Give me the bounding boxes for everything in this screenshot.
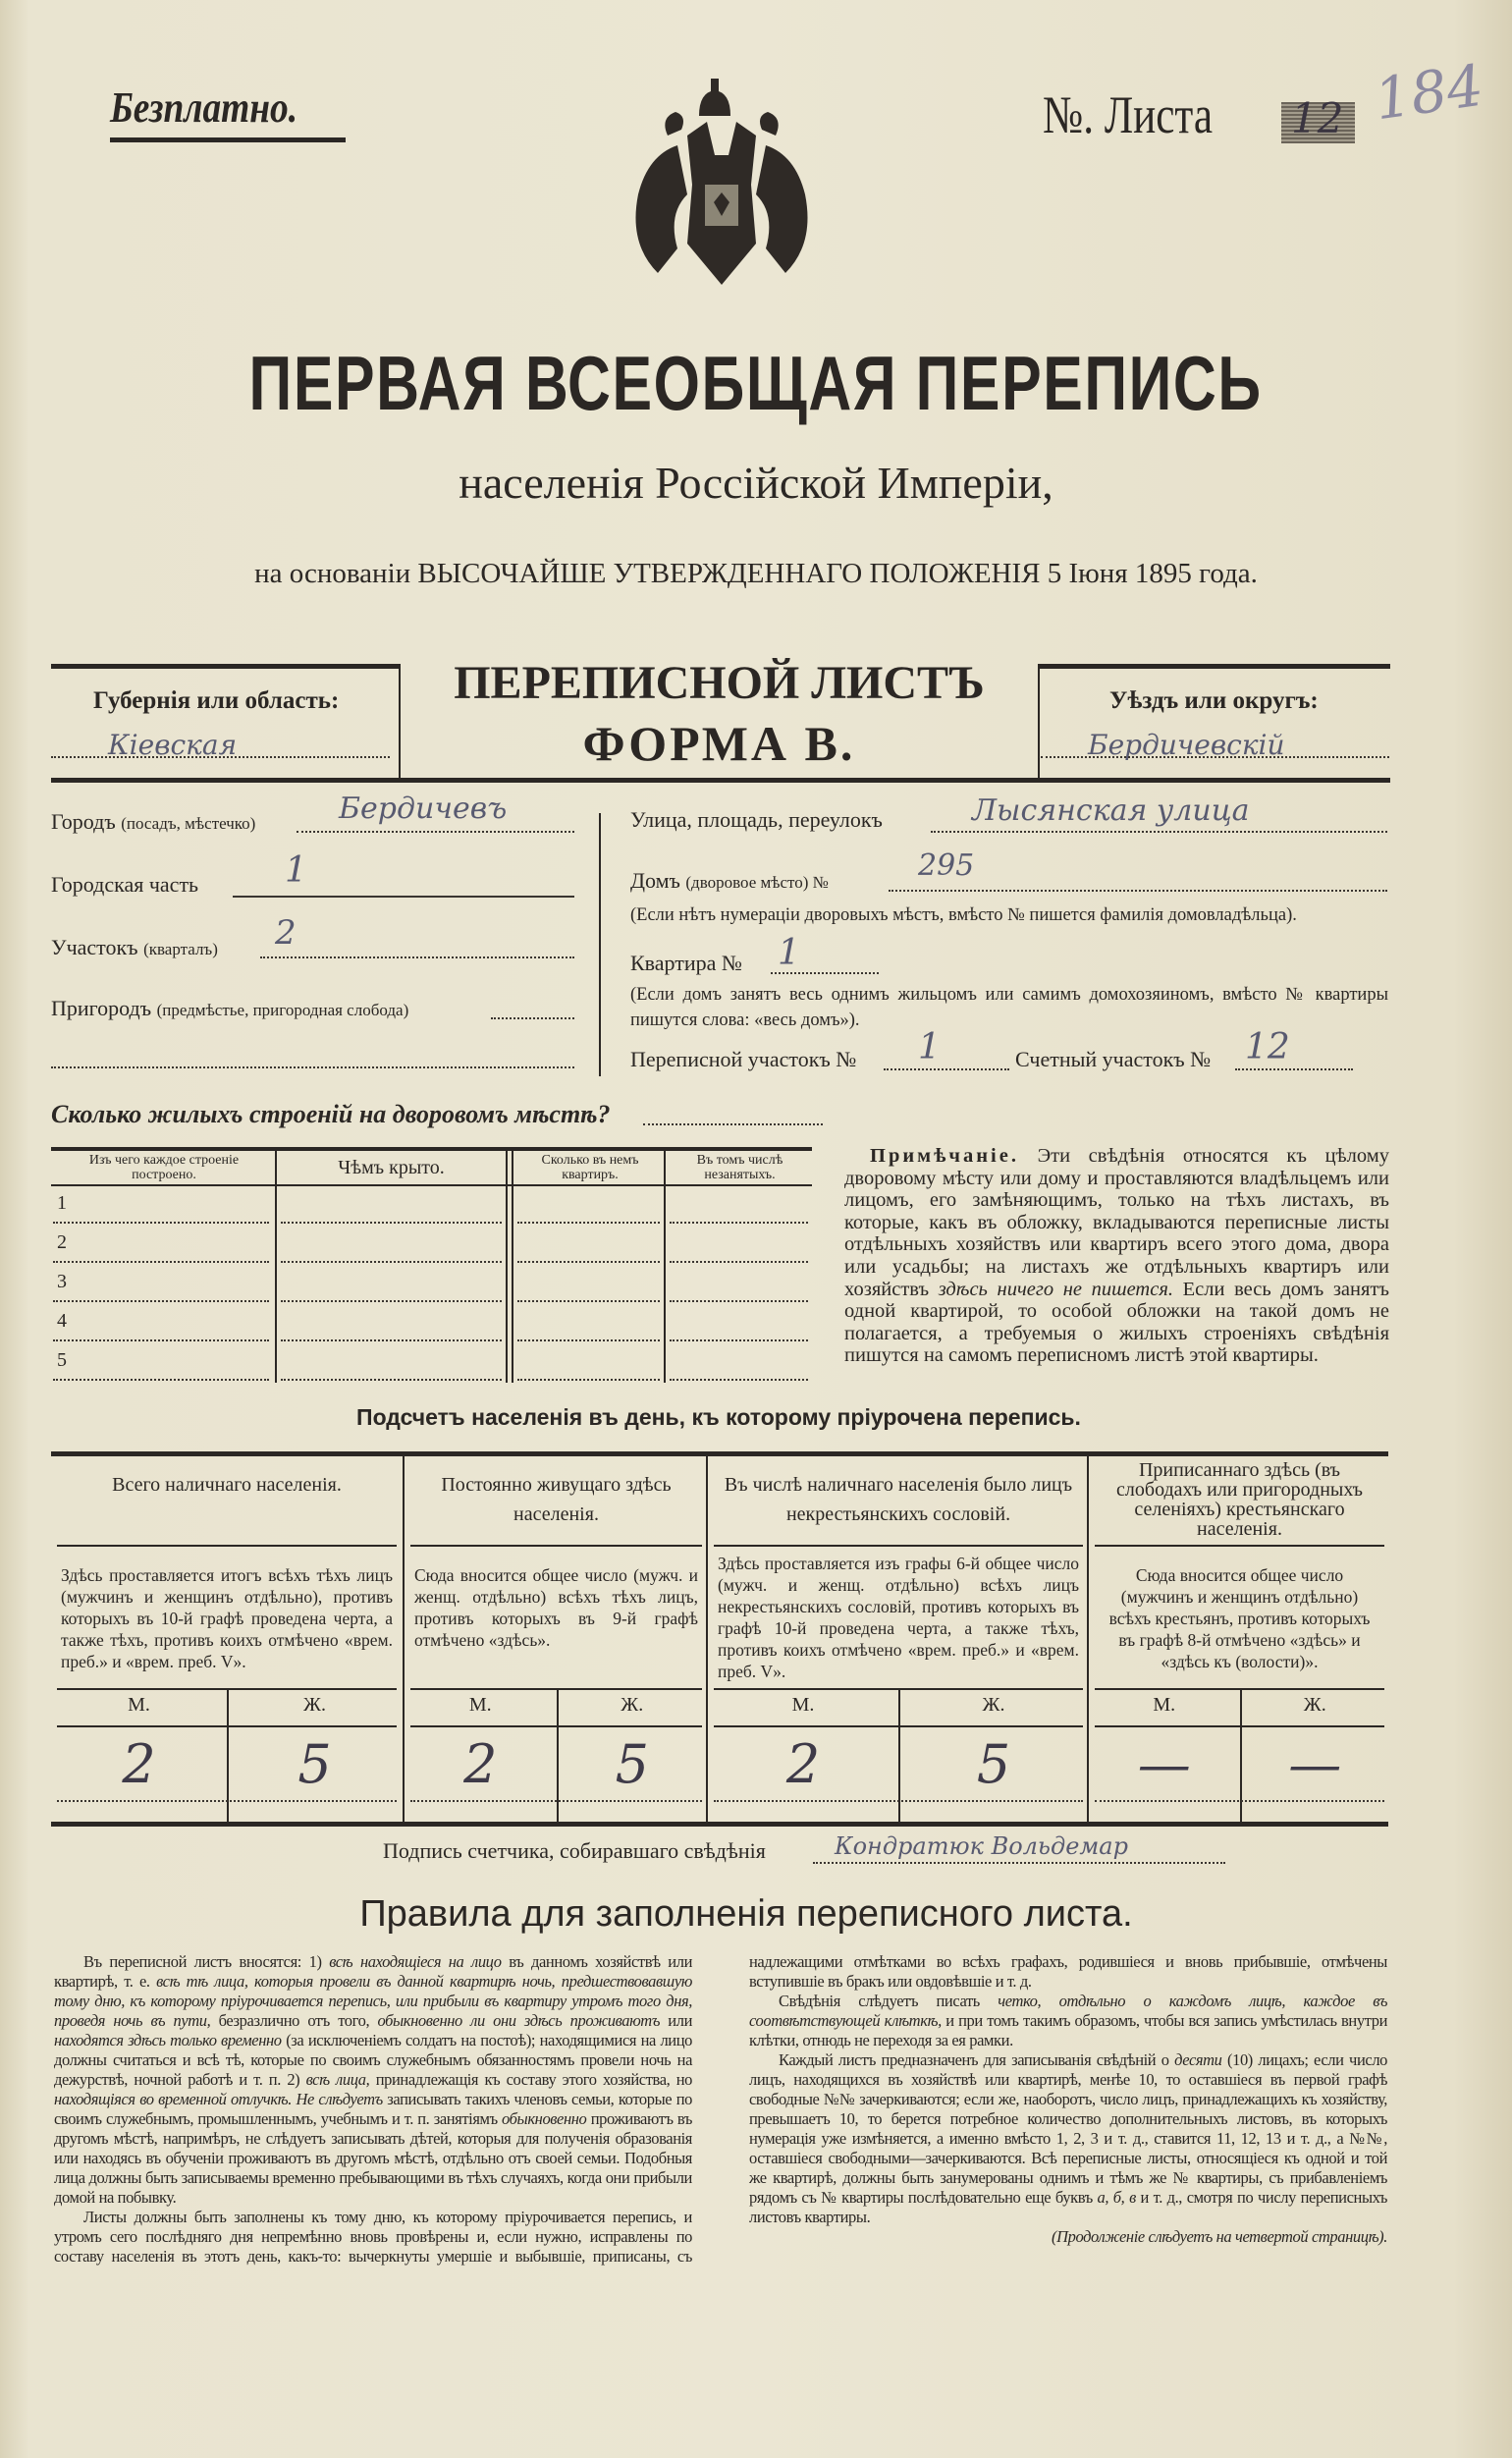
house-value: 295	[918, 848, 975, 883]
city-part-field[interactable]	[233, 896, 574, 898]
city-part-label: Городская часть	[51, 872, 199, 897]
street-value: Лысянская улица	[972, 793, 1250, 828]
fields-divider	[599, 813, 601, 1076]
city-label	[51, 809, 255, 835]
signature-field[interactable]	[813, 1862, 1225, 1864]
free-label-text: Безплатно.	[110, 83, 298, 132]
rules-paragraph	[749, 1992, 1387, 2050]
house-label	[630, 868, 829, 894]
table-cell-field[interactable]	[281, 1339, 502, 1341]
census-district-value: 1	[918, 1027, 941, 1067]
note-body	[844, 1145, 1389, 1366]
female-count[interactable]: —	[1288, 1733, 1342, 1795]
table-cell-field[interactable]	[53, 1300, 269, 1302]
city-value: Бердичевъ	[339, 792, 508, 826]
group-description: Сюда вносится общее число (мужч. и женщ. отдѣльно) всѣхъ тѣхъ лицъ, противъ которыхъ въ 9-й графѣ отмѣчено «здѣсь».	[414, 1565, 698, 1650]
buildings-question: Сколько жилыхъ строеній на дворовомъ мѣстѣ?	[51, 1100, 611, 1128]
rules-title: Правила для заполненія переписного листа.	[359, 1893, 1133, 1935]
city-part-value: 1	[285, 850, 307, 891]
group-rule	[57, 1725, 397, 1727]
group-title: Приписаннаго здѣсь (въ слободахъ или пригородныхъ селеніяхъ) крестьянскаго населенія.	[1116, 1459, 1363, 1540]
table-row	[51, 1265, 812, 1304]
italic-text: десяти	[1174, 2050, 1222, 2069]
group-title: Въ числѣ наличнаго населенія было лицъ некрестьянскихъ сословій.	[724, 1474, 1073, 1525]
apartment-value: 1	[778, 933, 800, 973]
rules-text	[54, 1952, 1387, 2267]
note-lead: Примѣчаніе.	[870, 1145, 1019, 1167]
group-rule	[1095, 1545, 1384, 1547]
italic-text: обыкновенно	[502, 2109, 587, 2128]
count-field-line	[410, 1800, 702, 1802]
table-cell-field[interactable]	[517, 1339, 660, 1341]
table-cell-field[interactable]	[517, 1300, 660, 1302]
street-field[interactable]	[931, 831, 1387, 833]
count-district-value: 12	[1245, 1027, 1290, 1067]
band-bottom-rule	[51, 778, 1390, 783]
table-row	[51, 1186, 812, 1226]
table-cell-field[interactable]	[670, 1339, 808, 1341]
archive-number: 184	[1370, 51, 1487, 134]
text-run: и т. д., смотря по числу переписныхъ листовъ квартиры.	[749, 2188, 1387, 2226]
free-label	[110, 82, 331, 133]
district-label: Уѣздъ или округъ:	[1109, 687, 1319, 714]
male-header: М.	[1153, 1694, 1176, 1716]
text-run: (10) лицахъ; если число лицъ, находящихся въ хозяйствѣ или квартирѣ, менѣе 10, то оставшіеся въ первой графѣ свободные №№ зачеркиваются; если же, наоборотъ, число лицъ, принадлежащихъ къ хозяйству, превышаетъ 10, то берется потребное количество дополнительныхъ листовъ, въ которыхъ нумерація уже измѣняется, а именно вмѣсто 1, 2, 3 и т. д., ставится 11, 12, 13 и т. д., а №№, оставшіеся свободными—зачеркиваются. Всѣ переписные листы, относящіеся къ одной и той же квартирѣ, должны быть занумерованы однимъ и тѣмъ же № квартиры, съ прибавленіемъ рядомъ съ № квартиры послѣдовательно еще буквъ	[749, 2050, 1387, 2207]
female-count[interactable]: 5	[297, 1733, 332, 1795]
row-number: 2	[57, 1231, 67, 1253]
buildings-table	[51, 1147, 812, 1387]
group-rule	[714, 1545, 1083, 1547]
italic-text: всѣ тѣ лица, которыя провели въ данной квартирѣ ночь, предшествовавшую тому дню, къ которому пріурочивается перепись, или прибыли въ квартиру утромъ того дня, проведя ночь въ пути,	[54, 1972, 692, 2030]
text-run: въ данномъ хозяйствѣ или квартирѣ, т. е.	[54, 1952, 693, 1991]
table-cell-field[interactable]	[517, 1222, 660, 1224]
population-group	[403, 1456, 708, 1822]
text-run: Если весь домъ занятъ одной квартирой, то особой обложки на такой домъ не полагается, а требуемыя о жилыхъ строеніяхъ свѣдѣнія пишутся на самомъ переписномъ листѣ этой квартиры.	[844, 1278, 1389, 1367]
table-cell-field[interactable]	[670, 1379, 808, 1381]
group-rule	[410, 1725, 702, 1727]
italic-text: обыкновенно ли они здѣсь проживаютъ	[377, 2011, 660, 2030]
table-cell-field[interactable]	[53, 1222, 269, 1224]
sheet-number-label: №. Листа	[1043, 85, 1213, 144]
text-run: Листы должны быть заполнены къ тому дню, къ которому пріурочивается перепись, и утромъ сего послѣдняго дня непремѣнно вновь провѣрены и, если нужно, исправлены по составу населенія въ этотъ день, какъ-то: вычеркнуты умершіе и выбывшіе, приписаны, съ надлежащими отмѣтками во всѣхъ графахъ, родившіеся и вновь прибывшіе, отмѣчены вступившіе въ бракъ или овдовѣвшіе и т. д.	[54, 1952, 1387, 2266]
buildings-answer-field[interactable]	[643, 1123, 823, 1125]
apartment-note: (Если домъ занятъ весь однимъ жильцомъ или самимъ домохозяиномъ, вмѣсто № квартиры пишутся слова: «весь домъ»).	[630, 985, 1388, 1030]
group-description: Здѣсь проставляется изъ графы 6-й общее число (мужч. и женщ. отдѣльно) всѣхъ лицъ некрестьянскихъ сословій, противъ которыхъ въ графѣ 10-й проведена черта, а также тѣхъ, противъ коихъ отмѣчено «врем. преб.» и «врем. преб. V».	[718, 1554, 1079, 1681]
population-group	[1087, 1456, 1390, 1822]
count-field-line	[1095, 1800, 1384, 1802]
band-top-rule-right	[1039, 664, 1390, 669]
italic-text: всѣ находящіеся на лицо	[329, 1952, 502, 1971]
group-description: Здѣсь проставляется итогъ всѣхъ тѣхъ лицъ (мужчинъ и женщинъ отдѣльно), противъ которыхъ въ 10-й графѣ проведена черта, а также тѣхъ, противъ коихъ отмѣчено «врем. преб.» и «врем. преб. V».	[61, 1565, 393, 1671]
city-label-text: Городъ	[51, 809, 116, 834]
double-headed-eagle-emblem	[609, 77, 835, 288]
italic-text: всѣ лица,	[305, 2070, 370, 2089]
text-run: Каждый листъ предназначенъ для записыванія свѣдѣній о	[779, 2050, 1175, 2069]
main-title-text: ПЕРВАЯ ВСЕОБЩАЯ ПЕРЕПИСЬ	[248, 340, 1264, 426]
group-rule	[714, 1725, 1083, 1727]
suburb-label	[51, 996, 408, 1021]
group-title: Всего наличнаго населенія.	[112, 1474, 342, 1496]
province-field-line	[51, 756, 390, 758]
male-header: М.	[791, 1694, 815, 1716]
male-count[interactable]: —	[1137, 1733, 1191, 1795]
male-count[interactable]: 2	[122, 1733, 156, 1795]
text-run: Эти свѣдѣнія относятся къ цѣлому дворовому мѣсту или дому и проставляются владѣльцемъ или лицомъ, его замѣняющимъ, только на тѣхъ листахъ, въ которые, какъ въ обложку, вкладываются переписные листы отдѣльныхъ хозяйствъ или квартиръ всего этого дома, двора или усадьбы; на листахъ же отдѣльныхъ квартиръ или хозяйствъ	[844, 1145, 1389, 1300]
text-run: Въ переписной листъ вносятся: 1)	[83, 1952, 330, 1971]
section-hint: (кварталъ)	[143, 940, 218, 958]
buildings-col-header: Чѣмъ крыто.	[338, 1157, 445, 1178]
province-label: Губернія или область:	[93, 687, 340, 714]
group-rule	[57, 1545, 397, 1547]
suburb-field[interactable]	[491, 1017, 574, 1019]
city-field[interactable]	[297, 831, 574, 833]
count-field-line	[714, 1800, 1083, 1802]
rules-paragraph	[54, 1952, 692, 2208]
table-cell-field[interactable]	[670, 1261, 808, 1263]
suburb-field-line-2[interactable]	[51, 1066, 574, 1068]
female-header: Ж.	[621, 1694, 644, 1716]
table-cell-field[interactable]	[281, 1300, 502, 1302]
row-number: 3	[57, 1271, 67, 1292]
row-number: 1	[57, 1192, 67, 1214]
band-top-rule-left	[51, 664, 401, 669]
text-run: принадлежащія къ составу этого хозяйства, но	[369, 2070, 692, 2089]
free-label-underline	[110, 137, 346, 142]
table-row	[51, 1226, 812, 1265]
male-count[interactable]: 2	[463, 1733, 498, 1795]
table-cell-field[interactable]	[517, 1261, 660, 1263]
population-table	[51, 1451, 1388, 1827]
table-cell-field[interactable]	[281, 1379, 502, 1381]
female-header: Ж.	[303, 1694, 326, 1716]
main-title	[0, 339, 1512, 428]
table-cell-field[interactable]	[670, 1222, 808, 1224]
signature-value: Кондратюк Вольдемар	[835, 1832, 1128, 1860]
italic-text: четко, отдѣльно о каждомъ лицѣ, каждое въ соотвѣтствующей клѣткѣ,	[749, 1992, 1387, 2030]
italic-text: находятся здѣсь только временно	[54, 2031, 282, 2049]
text-run: проживаютъ въ другомъ мѣстѣ, напримѣръ, не слѣдуетъ записывать дѣтей, которыя для полученія образованія или находясь въ обученіи проживаютъ въ другомъ мѣстѣ, отдѣльно отъ своей семьи. Подобныя лица должны быть записываемы временно пребывающими въ тѣхъ случаяхъ, когда они прибыли домой на побывку.	[54, 2109, 693, 2207]
table-cell-field[interactable]	[53, 1261, 269, 1263]
house-label-text: Домъ	[630, 868, 680, 893]
suburb-hint: (предмѣстье, пригородная слобода)	[156, 1001, 409, 1019]
female-count[interactable]: 5	[615, 1733, 649, 1795]
female-count[interactable]: 5	[976, 1733, 1011, 1795]
house-field[interactable]	[889, 890, 1387, 892]
italic-text: а, б, в	[1097, 2188, 1136, 2207]
rules-paragraph	[749, 2050, 1387, 2227]
text-run: (за исключеніемъ солдатъ на постоѣ); находящимися на лицо должны считаться и всѣ тѣ, которые по своимъ служебнымъ обязанностямъ провели ночь на дежурствѣ, ночной работѣ и т. п. 2)	[54, 2031, 692, 2089]
census-district-label: Переписной участокъ №	[630, 1047, 857, 1071]
count-district-field[interactable]	[1235, 1068, 1353, 1070]
buildings-col-header: Сколько въ немъ квартиръ.	[541, 1153, 639, 1182]
table-cell-field[interactable]	[670, 1300, 808, 1302]
house-note: (Если нѣтъ нумераціи дворовыхъ мѣстъ, вмѣсто № пишется фамилія домовладѣльца).	[630, 905, 1297, 925]
section-label-text: Участокъ	[51, 935, 138, 959]
text-run: или	[660, 2011, 693, 2030]
subtitle: населенія Россійской Имперіи,	[459, 458, 1053, 508]
band-divider-right	[1038, 664, 1040, 780]
district-value: Бердичевскій	[1088, 729, 1285, 761]
house-hint: (дворовое мѣсто) №	[685, 873, 829, 892]
sheet-number	[1043, 84, 1255, 145]
section-value: 2	[275, 913, 297, 953]
group-description: Сюда вносится общее число (мужчинъ и женщинъ отдѣльно) всѣхъ крестьянъ, противъ которыхъ въ графѣ 8-й отмѣчено «здѣсь» и «здѣсь къ (волости)».	[1108, 1565, 1371, 1671]
census-district-field[interactable]	[884, 1068, 1009, 1070]
province-value: Кіевская	[108, 729, 238, 761]
table-cell-field[interactable]	[517, 1379, 660, 1381]
rules-continuation: (Продолженіе слѣдуетъ на четвертой страницѣ).	[1052, 2227, 1387, 2246]
sheet-number-value: 12	[1291, 94, 1344, 142]
form-name: ФОРМА В.	[582, 716, 856, 771]
male-header: М.	[128, 1694, 150, 1716]
city-hint: (посадъ, мѣстечко)	[121, 814, 256, 833]
table-cell-field[interactable]	[281, 1222, 502, 1224]
count-field-line	[57, 1800, 397, 1802]
signature-label: Подпись счетчика, собиравшаго свѣдѣнія	[383, 1838, 766, 1863]
male-count[interactable]: 2	[785, 1733, 821, 1795]
male-header: М.	[468, 1694, 492, 1716]
count-district-label: Счетный участокъ №	[1015, 1047, 1212, 1071]
section-label	[51, 935, 218, 960]
text-run: безразлично отъ того,	[210, 2011, 378, 2030]
basis-line: на основаніи ВЫСОЧАЙШЕ УТВЕРЖДЕННАГО ПОЛОЖЕНІЯ 5 Іюня 1895 года.	[254, 558, 1258, 589]
table-cell-field[interactable]	[53, 1339, 269, 1341]
buildings-col-header: Изъ чего каждое строеніе построено.	[88, 1153, 240, 1182]
section-field[interactable]	[260, 956, 574, 958]
buildings-note	[844, 1145, 1389, 1367]
group-rule	[410, 1545, 702, 1547]
text-run: записывать такихъ членовъ семьи, которые по своимъ служебнымъ, промышленнымъ, учебнымъ и т. п. занятіямъ	[54, 2090, 692, 2128]
italic-text: находящіяся во временной отлучкѣ. Не слѣдуетъ	[54, 2090, 383, 2108]
population-heading: Подсчетъ населенія въ день, къ которому пріурочена перепись.	[356, 1404, 1081, 1430]
suburb-label-text: Пригородъ	[51, 996, 152, 1020]
female-header: Ж.	[1303, 1694, 1326, 1716]
buildings-col-header: Въ томъ числѣ незанятыхъ.	[696, 1153, 783, 1182]
text-run: и при томъ такимъ образомъ, чтобы вся запись умѣстилась внутри клѣтки, отнюдь не переходя за ея рамки.	[749, 2011, 1387, 2049]
group-rule	[1095, 1725, 1384, 1727]
row-number: 5	[57, 1349, 67, 1371]
table-row	[51, 1343, 812, 1383]
italic-text: здѣсь ничего не пишется.	[938, 1278, 1173, 1300]
table-cell-field[interactable]	[53, 1379, 269, 1381]
text-run: Свѣдѣнія слѣдуетъ писать	[779, 1992, 999, 2010]
row-number: 4	[57, 1310, 67, 1332]
table-cell-field[interactable]	[281, 1261, 502, 1263]
apartment-label: Квартира №	[630, 951, 742, 975]
street-label: Улица, площадь, переулокъ	[630, 807, 883, 832]
group-title: Постоянно живущаго здѣсь населенія.	[441, 1474, 672, 1525]
table-row	[51, 1304, 812, 1343]
district-field-line	[1041, 756, 1389, 758]
population-group	[51, 1456, 403, 1822]
population-group	[706, 1456, 1089, 1822]
female-header: Ж.	[982, 1694, 1005, 1716]
form-title: ПЕРЕПИСНОЙ ЛИСТЪ	[454, 657, 985, 709]
